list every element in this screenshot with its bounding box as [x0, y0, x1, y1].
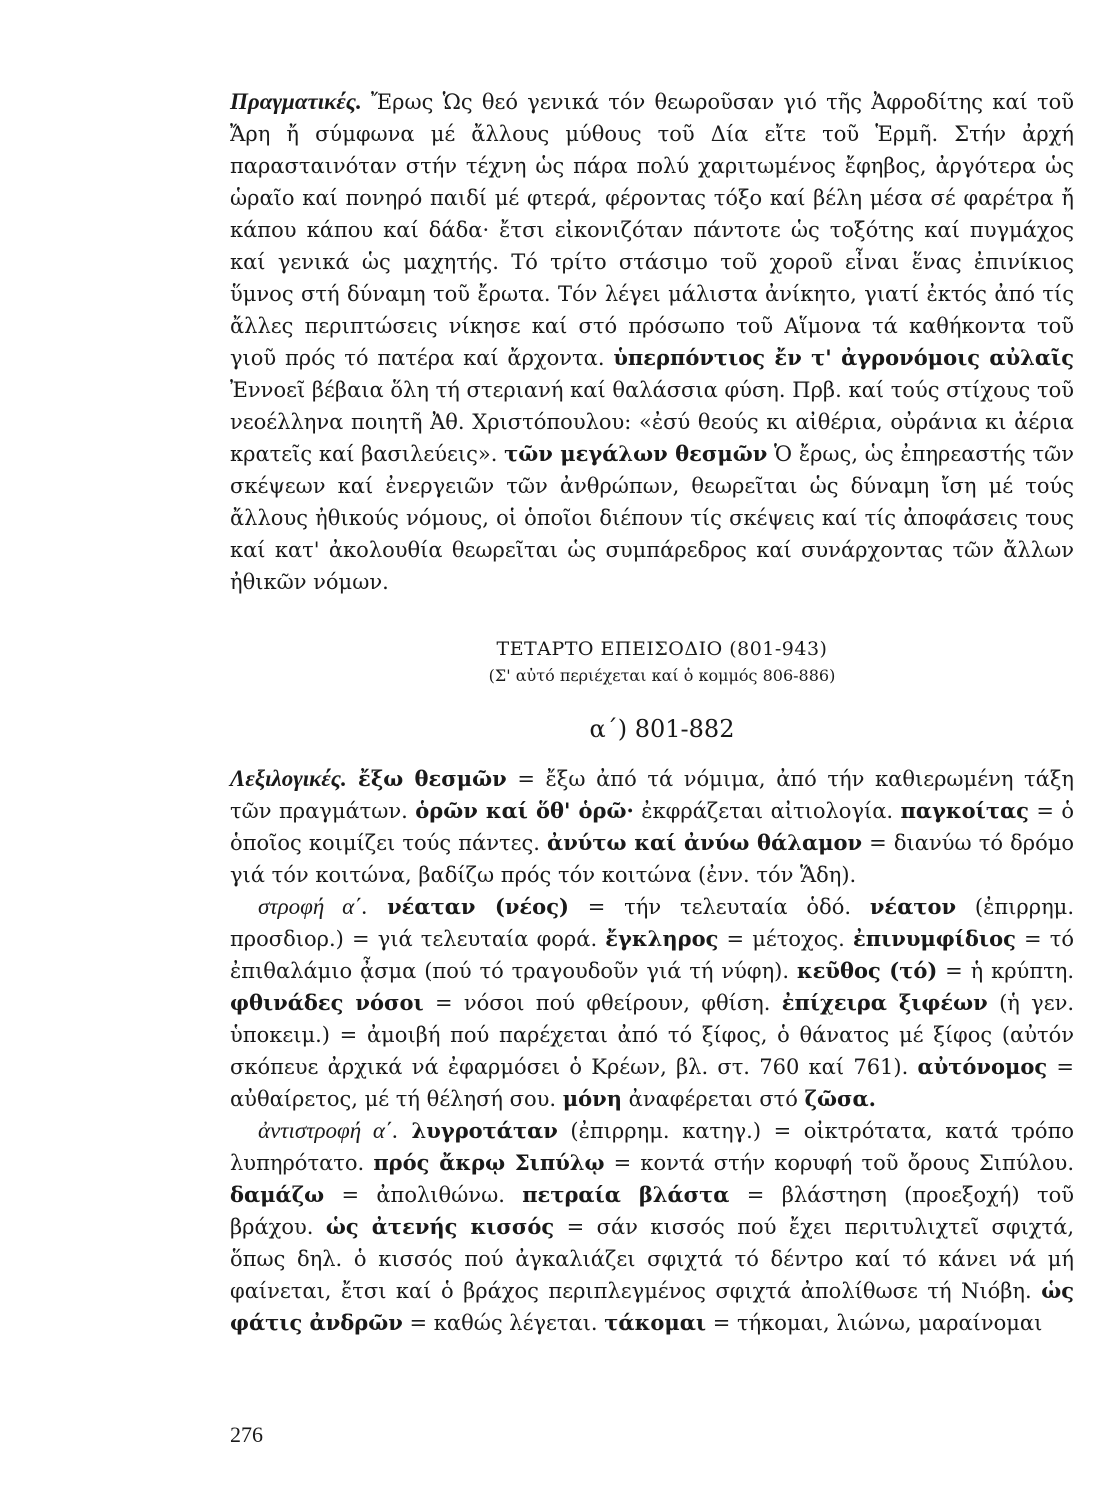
lead-term: στροφή α΄.: [258, 894, 368, 919]
term-bold: ἐπίχειρα ξιφέων: [781, 990, 988, 1015]
text-run: = τό ἐπιθαλάμιο ᾆσμα (πού τό τραγουδοῦν γιά τή νύφη).: [230, 927, 1074, 983]
page-number: 276: [230, 1422, 263, 1447]
term-bold: κεῦθος (τό): [796, 958, 938, 983]
text-run: = αὐθαίρετος, μέ τή θέλησή σου.: [230, 1055, 1074, 1111]
term-bold: ἔξω θεσμῶν: [346, 766, 507, 791]
term-bold: ὑπερπόντιος ἔν τ' ἀγρονόμοις αὐλαῖς: [613, 345, 1074, 370]
text-run: Ἐννοεῖ βέβαια ὅλη τή στεριανή καί θαλάσσια φύση. Πρβ. καί τούς στίχους τοῦ νεοέλληνα ποιητῆ Ἀθ. Χριστόπουλου: «ἐσύ θεούς κι αἰθέρια, οὐράνια κι ἀέρια κρατεῖς καί βασιλεύεις».: [230, 378, 1074, 466]
text-run: Ἔρως Ὡς θεό γενικά τόν θεωροῦσαν γιό τῆς Ἀφροδίτης καί τοῦ Ἄρη ἤ σύμφωνα μέ ἄλλους μύθους τοῦ Δία εἴτε τοῦ Ἑρμῆ. Στήν ἀρχή παρασταινόταν στήν τέχνη ὡς πάρα πολύ χαριτωμένος ἔφηβος, ἀργότερα ὡς ὡραῖο καί πονηρό παιδί μέ φτερά, φέροντας τόξο καί βέλη μέσα σέ φαρέτρα ἤ κάπου κάπου καί δάδα· ἔτσι εἰκονιζόταν πάντοτε ὡς τοξότης καί πυγμάχος καί γενικά ὡς μαχητής. Τό τρίτο στάσιμο τοῦ χοροῦ εἶναι ἕνας ἐπινίκιος ὕμνος στή δύναμη τοῦ ἔρωτα. Τόν λέγει μάλιστα ἀνίκητο, γιατί ἐκτός ἀπό τίς ἄλλες περιπτώσεις νίκησε καί στό πρόσωπο τοῦ Αἵμονα τά καθήκοντα τοῦ γιοῦ πρός τό πατέρα καί ἄρχοντα.: [230, 90, 1074, 370]
term-bold: ἐπινυμφίδιος: [852, 926, 1016, 951]
text-run: = σάν κισσός πού ἔχει περιτυλιχτεῖ σφιχτά, ὅπως δηλ. ὁ κισσός πού ἀγκαλιάζει σφιχτά τό δέντρο καί τό κάνει νά μή φαίνεται, ἔτσι καί ὁ βράχος περιπλεγμένος σφιχτά ἀπολίθωσε τή Νιόβη.: [230, 1215, 1075, 1303]
paragraph-pragmatikes: [230, 86, 1074, 598]
text-run: (ἐπιρρημ. προσδιορ.) = γιά τελευταία φορά.: [230, 895, 1074, 951]
text-run: = μέτοχος.: [718, 927, 853, 951]
term-bold: ὡς ἀτενής κισσός: [325, 1214, 555, 1239]
text-run: = ἡ κρύπτη.: [937, 959, 1074, 983]
text-run: Ὁ ἔρως, ὡς ἐπηρεαστής τῶν σκέψεων καί ἐνεργειῶν τῶν ἀνθρώπων, θεωρεῖται ὡς δύναμη ἴση μέ τούς ἄλλους ἠθικούς νόμους, οἱ ὁποῖοι διέπουν τίς σκέψεις καί τίς ἀποφάσεις τους καί κατ' ἀκολουθία θεωρεῖται ὡς συμπάρεδρος καί συνάρχοντας τῶν ἄλλων ἠθικῶν νόμων.: [230, 442, 1074, 594]
text-run: = τήν τελευταία ὁδό.: [568, 895, 870, 919]
term-bold: νέαταν (νέος): [367, 894, 569, 919]
term-bold: ὁρῶν καί ὅθ' ὁρῶ·: [415, 798, 634, 823]
lead-term: Πραγματικές.: [230, 89, 362, 114]
term-bold: τάκομαι: [604, 1310, 707, 1335]
paragraph-lexilogikes: [230, 763, 1074, 891]
episode-heading: ΤΕΤΑΡΤΟ ΕΠΕΙΣΟΔΙΟ (801-943): [496, 638, 828, 660]
text-run: = ὁ ὁποῖος κοιμίζει τούς πάντες.: [230, 799, 1075, 855]
episode-subheading: (Σ' αὐτό περιέχεται καί ὁ κομμός 806-886): [488, 666, 836, 685]
text-run: = καθώς λέγεται.: [402, 1311, 605, 1335]
term-bold: λυγροτάταν: [398, 1118, 558, 1143]
term-bold: δαμάζω: [230, 1182, 325, 1207]
text-run: ἐκφράζεται αἰτιολογία.: [633, 799, 901, 823]
term-bold: μόνη: [562, 1086, 622, 1111]
paragraph-antistrophe-a: [230, 1115, 1074, 1339]
page-body: [230, 86, 1074, 1339]
term-bold: ζῶσα.: [804, 1086, 876, 1111]
lead-term: ἀντιστροφή α΄.: [258, 1118, 399, 1143]
term-bold: νέατον: [869, 894, 957, 919]
paragraph-strophe-a: [230, 891, 1074, 1115]
term-bold: πρός ἄκρῳ Σιπύλῳ: [373, 1150, 605, 1175]
term-bold: ἀνύτω καί ἀνύω θάλαμον: [547, 830, 863, 855]
term-bold: αὐτόνομος: [917, 1054, 1048, 1079]
text-run: = τήκομαι, λιώνω, μαραίνομαι: [706, 1311, 1043, 1335]
text-run: (ἡ γεν. ὑποκειμ.) = ἀμοιβή πού παρέχεται ἀπό τό ξίφος, ὁ θάνατος μέ ξίφος (αὐτόν σκόπευε ἀρχικά νά ἐφαρμόσει ὁ Κρέων, βλ. στ. 760 καί 761).: [230, 991, 1075, 1079]
text-run: = διανύω τό δρόμο γιά τόν κοιτώνα, βαδίζω πρός τόν κοιτώνα (ἐνν. τόν Ἅδη).: [230, 831, 1075, 887]
text-run: = βλάστηση (προεξοχή) τοῦ βράχου.: [230, 1183, 1075, 1239]
term-bold: ἔγκληρος: [605, 926, 719, 951]
text-run: = ἔξω ἀπό τά νόμιμα, ἀπό τήν καθιερωμένη τάξη τῶν πραγμάτων.: [230, 767, 1074, 823]
term-bold: ὡς φάτις ἀνδρῶν: [230, 1278, 1074, 1335]
text-run: = ἀπολιθώνω.: [324, 1183, 523, 1207]
text-run: ἀναφέρεται στό: [622, 1087, 805, 1111]
lead-term: Λεξιλογικές.: [230, 766, 347, 791]
term-bold: πετραία βλάστα: [522, 1182, 730, 1207]
text-run: = νόσοι πού φθείρουν, φθίση.: [423, 991, 782, 1015]
term-bold: τῶν μεγάλων θεσμῶν: [504, 441, 768, 466]
term-bold: παγκοίτας: [900, 798, 1029, 823]
text-run: = κοντά στήν κορυφή τοῦ ὄρους Σιπύλου.: [604, 1151, 1074, 1175]
text-run: (ἐπιρρημ. κατηγ.) = οἰκτρότατα, κατά τρόπο λυπηρότατο.: [230, 1119, 1075, 1175]
term-bold: φθινάδες νόσοι: [230, 990, 424, 1015]
section-number: α΄) 801-882: [589, 715, 735, 743]
